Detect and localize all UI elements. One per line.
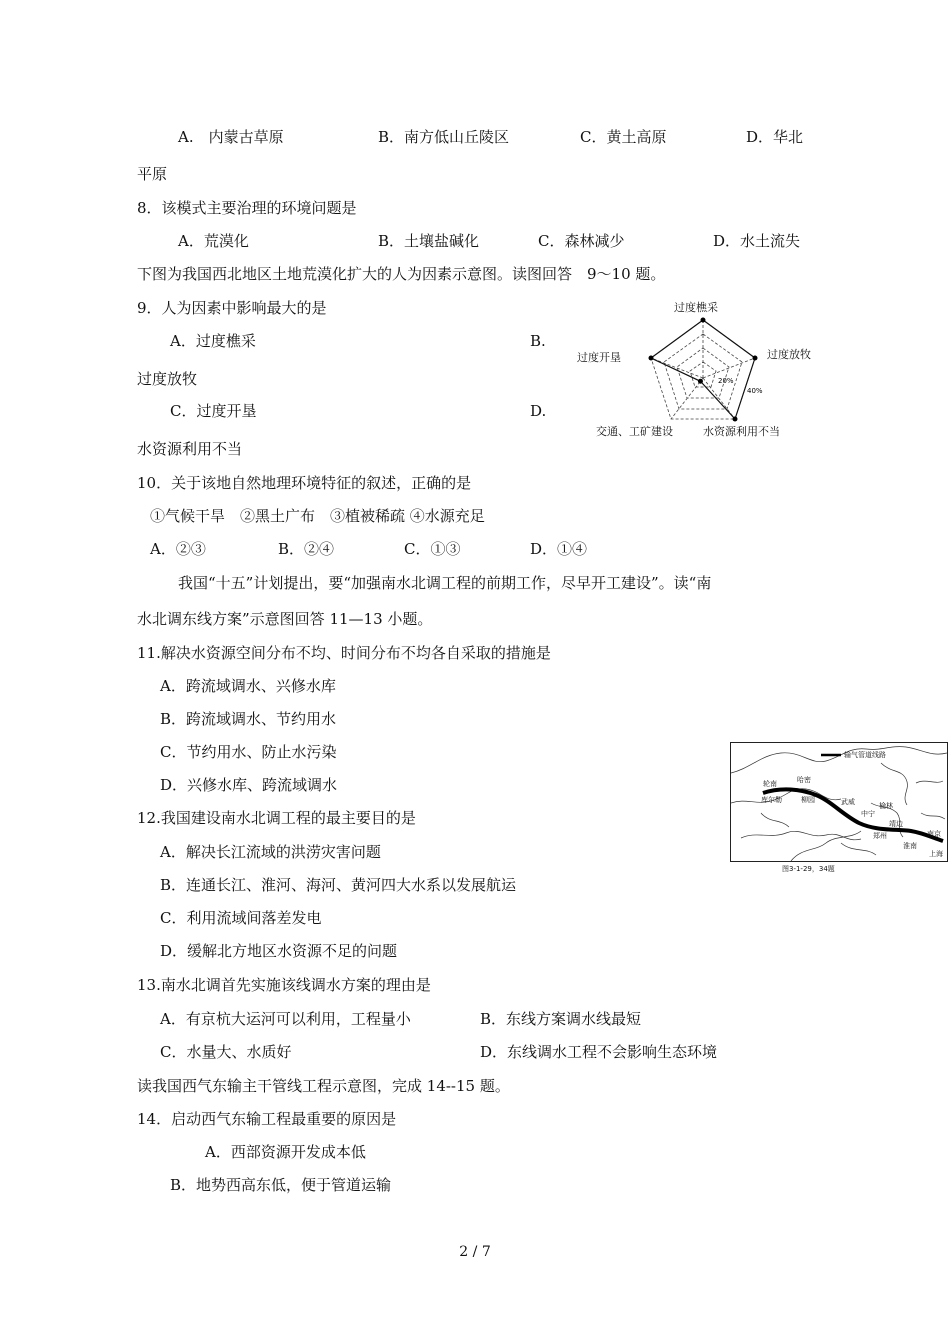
map-place: 榆林	[879, 802, 893, 810]
radar-label-bottom-right: 水资源利用不当	[703, 425, 780, 438]
radar-points	[649, 318, 758, 422]
map-place: 哈密	[797, 776, 811, 784]
page-separator: /	[468, 1244, 482, 1260]
pipeline-map	[730, 742, 948, 862]
q13-option-c: C．水量大、水质好	[160, 1043, 292, 1061]
intro-14-15: 读我国西气东输主干管线工程示意图，完成 14--15 题。	[137, 1077, 510, 1095]
q11-option-d: D．兴修水库、跨流域调水	[160, 776, 338, 794]
q7-option-d: D．华北	[746, 128, 804, 146]
q8-stem: 8．该模式主要治理的环境问题是	[137, 199, 357, 217]
radar-point-2	[753, 356, 758, 361]
q11-stem: 11.解决水资源空间分布不均、时间分布不均各自采取的措施是	[137, 644, 551, 662]
q12-option-d: D．缓解北方地区水资源不足的问题	[160, 942, 398, 960]
q12-option-b: B．连通长江、淮河、海河、黄河四大水系以发展航运	[160, 876, 517, 894]
q8-option-c: C．森林减少	[538, 232, 625, 250]
q10-option-b: B．②④	[278, 540, 335, 558]
ring-label-20: 20%	[718, 377, 734, 385]
q9-stem: 9．人为因素中影响最大的是	[137, 299, 327, 317]
q9-option-a: A．过度樵采	[170, 332, 256, 350]
radar-label-bottom-left: 交通、工矿建设	[596, 425, 673, 438]
q7-option-b: B．南方低山丘陵区	[378, 128, 510, 146]
q9-option-b-cont: 过度放牧	[137, 370, 198, 388]
radar-label-left: 过度开垦	[577, 351, 621, 364]
q12-option-a: A．解决长江流域的洪涝灾害问题	[160, 843, 381, 861]
radar-point-1	[701, 318, 706, 323]
page-total: 7	[481, 1244, 491, 1260]
q11-option-a: A．跨流域调水、兴修水库	[160, 677, 336, 695]
q14-option-a: A．西部资源开发成本低	[205, 1143, 366, 1161]
map-place: 南京	[927, 830, 941, 838]
map-place: 库尔勒	[761, 796, 782, 804]
q14-option-b: B．地势西高东低，便于管道运输	[170, 1176, 392, 1194]
q11-option-b: B．跨流域调水、节约用水	[160, 710, 337, 728]
q11-option-c: C．节约用水、防止水污染	[160, 743, 337, 761]
intro-9-10: 下图为我国西北地区土地荒漠化扩大的人为因素示意图。读图回答 9～10 题。	[137, 265, 666, 283]
q7-option-d-cont: 平原	[137, 165, 168, 183]
page-current: 2	[459, 1244, 469, 1260]
q7-option-a: A. 内蒙古草原	[178, 128, 284, 146]
q13-option-a: A．有京杭大运河可以利用，工程量小	[160, 1010, 411, 1028]
radar-label-top: 过度樵采	[674, 301, 718, 314]
radar-point-4	[698, 379, 703, 384]
map-place: 郑州	[873, 832, 887, 840]
q10-option-d: D．①④	[530, 540, 588, 558]
q13-stem: 13.南水北调首先实施该线调水方案的理由是	[137, 976, 431, 994]
q14-stem: 14．启动西气东输工程最重要的原因是	[137, 1110, 397, 1128]
map-place: 柳园	[801, 796, 815, 804]
q8-option-b: B．土壤盐碱化	[378, 232, 480, 250]
map-legend-label: 输气管道线路	[844, 751, 886, 759]
q8-option-a: A．荒漠化	[178, 232, 249, 250]
map-place: 靖边	[889, 820, 903, 828]
q8-option-d: D．水土流失	[713, 232, 801, 250]
q10-option-a: A．②③	[150, 540, 206, 558]
q10-stem: 10．关于该地自然地理环境特征的叙述，正确的是	[137, 474, 472, 492]
q9-option-d: D.	[530, 402, 547, 420]
q12-option-c: C．利用流域间落差发电	[160, 909, 322, 927]
q10-option-c: C．①③	[404, 540, 461, 558]
map-place: 中宁	[861, 810, 875, 818]
q10-statements: ①气候干旱 ②黑土广布 ③植被稀疏 ④水源充足	[150, 507, 485, 525]
map-place: 武威	[841, 798, 855, 806]
radar-point-5	[649, 356, 654, 361]
q7-option-c: C．黄土高原	[580, 128, 667, 146]
map-place: 上海	[929, 850, 943, 858]
intro-11-13-line1: 我国“十五”计划提出，要“加强南水北调工程的前期工作，尽早开工建设”。读“南	[178, 574, 712, 592]
map-place: 淮南	[903, 842, 917, 850]
q9-option-c: C．过度开垦	[170, 402, 257, 420]
map-place: 轮南	[763, 780, 777, 788]
ring-label-40: 40%	[747, 387, 763, 395]
radar-label-right: 过度放牧	[767, 348, 811, 361]
page-number	[0, 1244, 950, 1260]
q13-option-b: B．东线方案调水线最短	[480, 1010, 642, 1028]
q12-stem: 12.我国建设南水北调工程的最主要目的是	[137, 809, 416, 827]
radar-point-3	[733, 417, 738, 422]
map-caption: 图3-1-29，34题	[782, 865, 835, 873]
intro-11-13-line2: 水北调东线方案”示意图回答 11—13 小题。	[137, 610, 433, 628]
q9-option-d-cont: 水资源利用不当	[137, 440, 243, 458]
q13-option-d: D．东线调水工程不会影响生态环境	[480, 1043, 718, 1061]
q9-option-b: B.	[530, 332, 546, 350]
